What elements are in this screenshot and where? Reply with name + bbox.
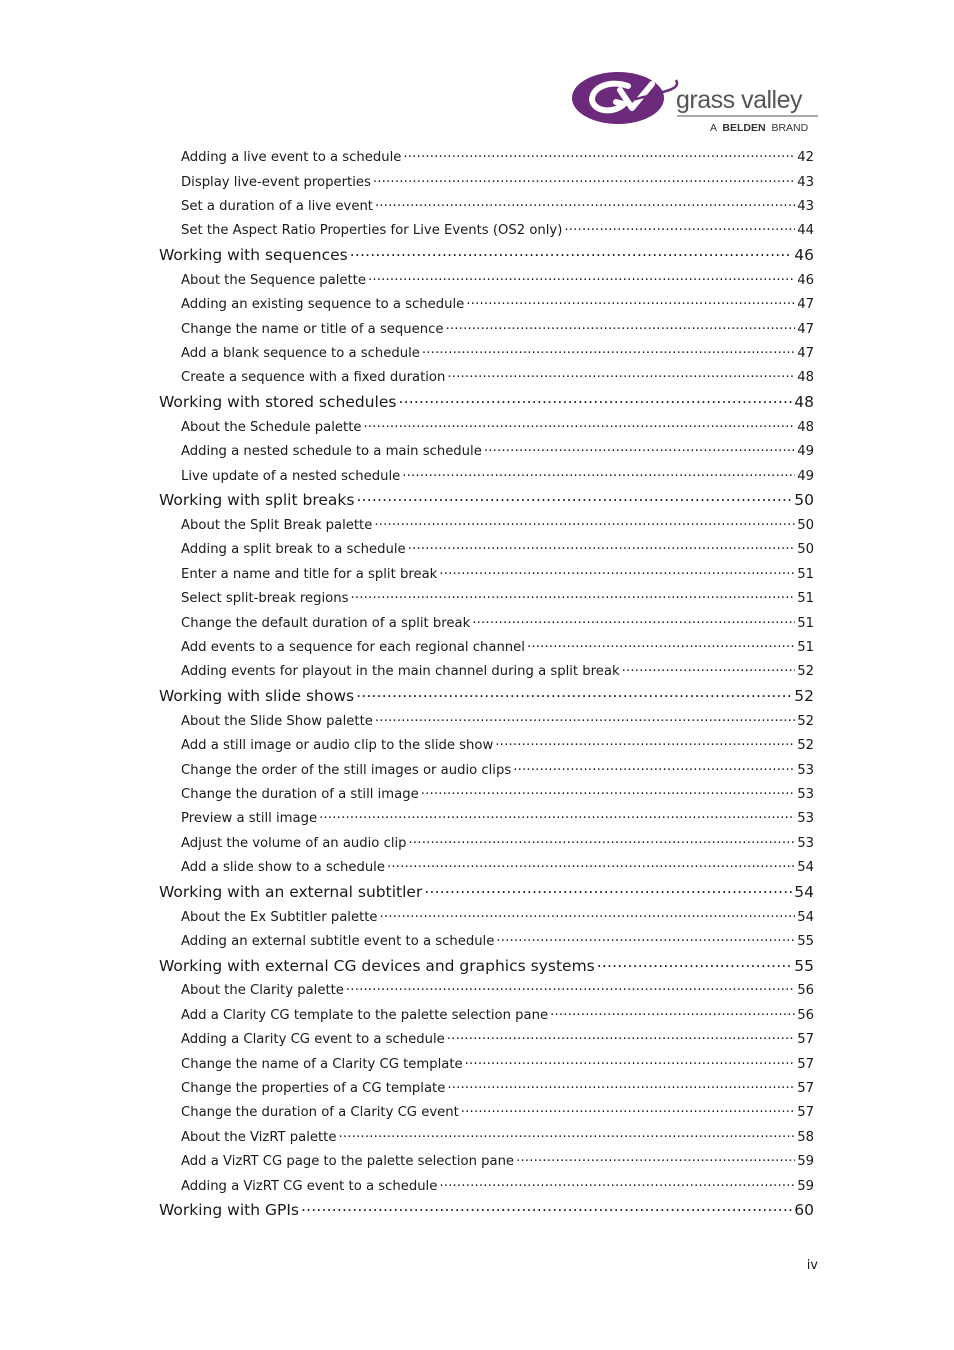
toc-dot-leader [472,613,795,626]
toc-dot-leader [496,932,795,945]
toc-entry-page: 52 [794,687,814,706]
toc-entry-title: Select split-break regions [181,591,349,607]
toc-entry-title: About the Slide Show palette [181,713,373,729]
toc-dot-leader [513,760,795,773]
toc-entry-title: About the Sequence palette [181,272,366,288]
toc-subsection-entry[interactable] [181,785,814,805]
toc-section-entry[interactable] [159,245,814,267]
toc-entry-title: Change the properties of a CG template [181,1080,446,1096]
toc-entry-page: 53 [797,786,814,802]
toc-subsection-entry[interactable] [181,1030,814,1050]
toc-dot-leader [527,638,795,651]
toc-entry-title: Working with GPIs [159,1201,299,1220]
toc-entry-page: 52 [797,738,814,754]
toc-dot-leader [350,589,795,602]
toc-entry-page: 57 [797,1056,814,1072]
toc-entry-title: Set a duration of a live event [181,198,373,214]
toc-entry-page: 53 [797,811,814,827]
toc-subsection-entry[interactable] [181,736,814,756]
toc-section-entry[interactable] [159,1200,814,1222]
toc-dot-leader [380,907,796,920]
toc-dot-leader [364,418,796,431]
toc-dot-leader [447,368,795,381]
toc-entry-title: About the VizRT palette [181,1129,337,1145]
toc-section-entry[interactable] [159,881,814,903]
toc-subsection-entry[interactable] [181,1103,814,1123]
toc-entry-title: Add events to a sequence for each regional channel [181,639,525,655]
toc-entry-title: Add a slide show to a schedule [181,860,385,876]
toc-dot-leader [319,809,795,822]
toc-entry-title: Adding an existing sequence to a schedule [181,297,465,313]
toc-dot-leader [402,466,795,479]
toc-subsection-entry[interactable] [181,565,814,585]
toc-entry-title: Add a VizRT CG page to the palette selection pane [181,1154,515,1170]
toc-subsection-entry[interactable] [181,1128,814,1148]
toc-dot-leader [550,1006,795,1019]
toc-entry-title: Create a sequence with a fixed duration [181,370,446,386]
toc-entry-title: Live update of a nested schedule [181,468,401,484]
toc-entry-title: Working with an external subtitler [159,882,423,901]
toc-entry-title: Adding events for playout in the main channel during a split break [181,664,620,680]
toc-dot-leader [465,1054,796,1067]
toc-subsection-entry[interactable] [181,271,814,291]
toc-entry-page: 42 [797,150,814,166]
toc-subsection-entry[interactable] [181,589,814,609]
toc-dot-leader [368,271,795,284]
toc-entry-page: 52 [797,664,814,680]
toc-dot-leader [421,785,796,798]
toc-entry-page: 53 [797,762,814,778]
toc-entry-title: Change the order of the still images or audio clips [181,762,512,778]
toc-entry-title: Working with stored schedules [159,393,397,412]
toc-entry-page: 46 [794,246,814,265]
toc-entry-page: 57 [797,1080,814,1096]
toc-entry-page: 44 [797,223,814,239]
toc-subsection-entry[interactable] [181,1006,814,1026]
toc-entry-title: About the Clarity palette [181,983,344,999]
toc-subsection-entry[interactable] [181,638,814,658]
toc-section-entry[interactable] [159,686,814,708]
toc-dot-leader [350,245,793,261]
toc-entry-page: 50 [794,491,814,510]
toc-subsection-entry[interactable] [181,540,814,560]
toc-entry-title: Add a blank sequence to a schedule [181,345,420,361]
toc-entry-title: About the Split Break palette [181,517,373,533]
toc-entry-page: 57 [797,1032,814,1048]
toc-dot-leader [301,1200,792,1216]
toc-entry-title: Change the default duration of a split break [181,615,471,631]
toc-subsection-entry[interactable] [181,442,814,462]
toc-entry-title: Adding a live event to a schedule [181,150,402,166]
logo-brand-name: grass valley [676,86,802,114]
toc-entry-page: 48 [794,393,814,412]
toc-dot-leader [338,1128,795,1141]
toc-dot-leader [387,858,795,871]
toc-entry-page: 49 [797,444,814,460]
toc-subsection-entry[interactable] [181,858,814,878]
toc-subsection-entry[interactable] [181,809,814,829]
toc-dot-leader [495,736,795,749]
toc-entry-title: Adjust the volume of an audio clip [181,835,407,851]
toc-entry-title: Change the name or title of a sequence [181,321,444,337]
toc-section-entry[interactable] [159,392,814,414]
toc-entry-page: 52 [797,713,814,729]
toc-subsection-entry[interactable] [181,172,814,192]
toc-dot-leader [408,540,796,553]
toc-subsection-entry[interactable] [181,760,814,780]
toc-entry-page: 51 [797,615,814,631]
toc-dot-leader [439,565,795,578]
toc-entry-page: 60 [794,1201,814,1220]
toc-dot-leader [516,1152,795,1165]
toc-entry-title: Display live-event properties [181,174,371,190]
toc-entry-page: 48 [797,419,814,435]
toc-entry-page: 47 [797,321,814,337]
toc-entry-page: 59 [797,1178,814,1194]
toc-entry-page: 58 [797,1129,814,1145]
toc-entry-title: Adding a Clarity CG event to a schedule [181,1032,445,1048]
toc-subsection-entry[interactable] [181,221,814,241]
toc-dot-leader [375,197,795,210]
toc-section-entry[interactable] [159,490,814,512]
toc-entry-title: Change the name of a Clarity CG template [181,1056,463,1072]
toc-dot-leader [597,955,793,971]
toc-entry-title: About the Ex Subtitler palette [181,909,378,925]
toc-subsection-entry[interactable] [181,932,814,952]
toc-dot-leader [484,442,795,455]
toc-subsection-entry[interactable] [181,466,814,486]
toc-entry-page: 51 [797,566,814,582]
toc-entry-page: 51 [797,591,814,607]
toc-entry-page: 59 [797,1154,814,1170]
toc-dot-leader [356,686,792,702]
toc-entry-page: 54 [794,882,814,901]
toc-subsection-entry[interactable] [181,613,814,633]
toc-entry-title: Change the duration of a still image [181,786,419,802]
toc-entry-page: 55 [794,956,814,975]
toc-entry-title: Adding a nested schedule to a main schedule [181,444,482,460]
toc-dot-leader [447,1030,795,1043]
toc-entry-title: Add a Clarity CG template to the palette selection pane [181,1007,549,1023]
toc-entry-page: 54 [797,860,814,876]
page-number: iv [806,1258,818,1273]
toc-entry-title: Set the Aspect Ratio Properties for Live Events (OS2 only) [181,223,563,239]
toc-dot-leader [346,981,795,994]
toc-entry-title: Add a still image or audio clip to the slide show [181,738,494,754]
toc-entry-page: 47 [797,345,814,361]
toc-entry-page: 50 [797,517,814,533]
toc-entry-title: Change the duration of a Clarity CG event [181,1105,459,1121]
toc-subsection-entry[interactable] [181,981,814,1001]
toc-subsection-entry[interactable] [181,319,814,339]
logo-tagline-suffix: BRAND [771,122,809,134]
toc-entry-page: 54 [797,909,814,925]
toc-subsection-entry[interactable] [181,516,814,536]
toc-entry-page: 50 [797,542,814,558]
toc-dot-leader [374,516,795,529]
toc-dot-leader [409,834,796,847]
toc-dot-leader [564,221,795,234]
toc-entry-page: 48 [797,370,814,386]
toc-dot-leader [439,1176,795,1189]
toc-entry-page: 49 [797,468,814,484]
toc-subsection-entry[interactable] [181,1176,814,1196]
toc-dot-leader [622,662,796,675]
toc-subsection-entry[interactable] [181,834,814,854]
toc-entry-page: 43 [797,174,814,190]
toc-entry-page: 51 [797,639,814,655]
toc-dot-leader [447,1079,795,1092]
toc-entry-title: Adding a VizRT CG event to a schedule [181,1178,438,1194]
toc-subsection-entry[interactable] [181,907,814,927]
toc-subsection-entry[interactable] [181,418,814,438]
toc-entry-page: 56 [797,983,814,999]
toc-dot-leader [422,344,795,357]
toc-entry-title: Preview a still image [181,811,318,827]
toc-dot-leader [356,490,792,506]
toc-dot-leader [373,172,795,185]
toc-subsection-entry[interactable] [181,344,814,364]
logo-tagline-prefix: A [710,122,717,134]
toc-section-entry[interactable] [159,955,814,977]
toc-entry-page: 53 [797,835,814,851]
toc-dot-leader [466,295,795,308]
toc-subsection-entry[interactable] [181,1079,814,1099]
toc-subsection-entry[interactable] [181,1152,814,1172]
toc-entry-title: Adding an external subtitle event to a schedule [181,933,495,949]
toc-entry-page: 46 [797,272,814,288]
toc-entry-page: 57 [797,1105,814,1121]
toc-dot-leader [403,148,795,161]
toc-entry-page: 47 [797,297,814,313]
toc-subsection-entry[interactable] [181,295,814,315]
toc-entry-title: Enter a name and title for a split break [181,566,438,582]
toc-dot-leader [398,392,792,408]
toc-entry-title: Working with slide shows [159,687,355,706]
toc-entry-page: 43 [797,198,814,214]
logo-tagline-brand: BELDEN [722,122,766,134]
toc-dot-leader [461,1103,795,1116]
toc-entry-title: Working with split breaks [159,491,355,510]
toc-dot-leader [375,712,795,725]
toc-entry-title: Working with external CG devices and graphics systems [159,956,595,975]
toc-subsection-entry[interactable] [181,368,814,388]
toc-subsection-entry[interactable] [181,712,814,732]
toc-entry-title: Working with sequences [159,246,348,265]
toc-dot-leader [446,319,796,332]
toc-entry-page: 56 [797,1007,814,1023]
toc-entry-title: About the Schedule palette [181,419,362,435]
toc-entry-title: Adding a split break to a schedule [181,542,406,558]
toc-subsection-entry[interactable] [181,197,814,217]
toc-subsection-entry[interactable] [181,662,814,682]
toc-subsection-entry[interactable] [181,148,814,168]
toc-dot-leader [424,881,792,897]
toc-subsection-entry[interactable] [181,1054,814,1074]
toc-entry-page: 55 [797,933,814,949]
